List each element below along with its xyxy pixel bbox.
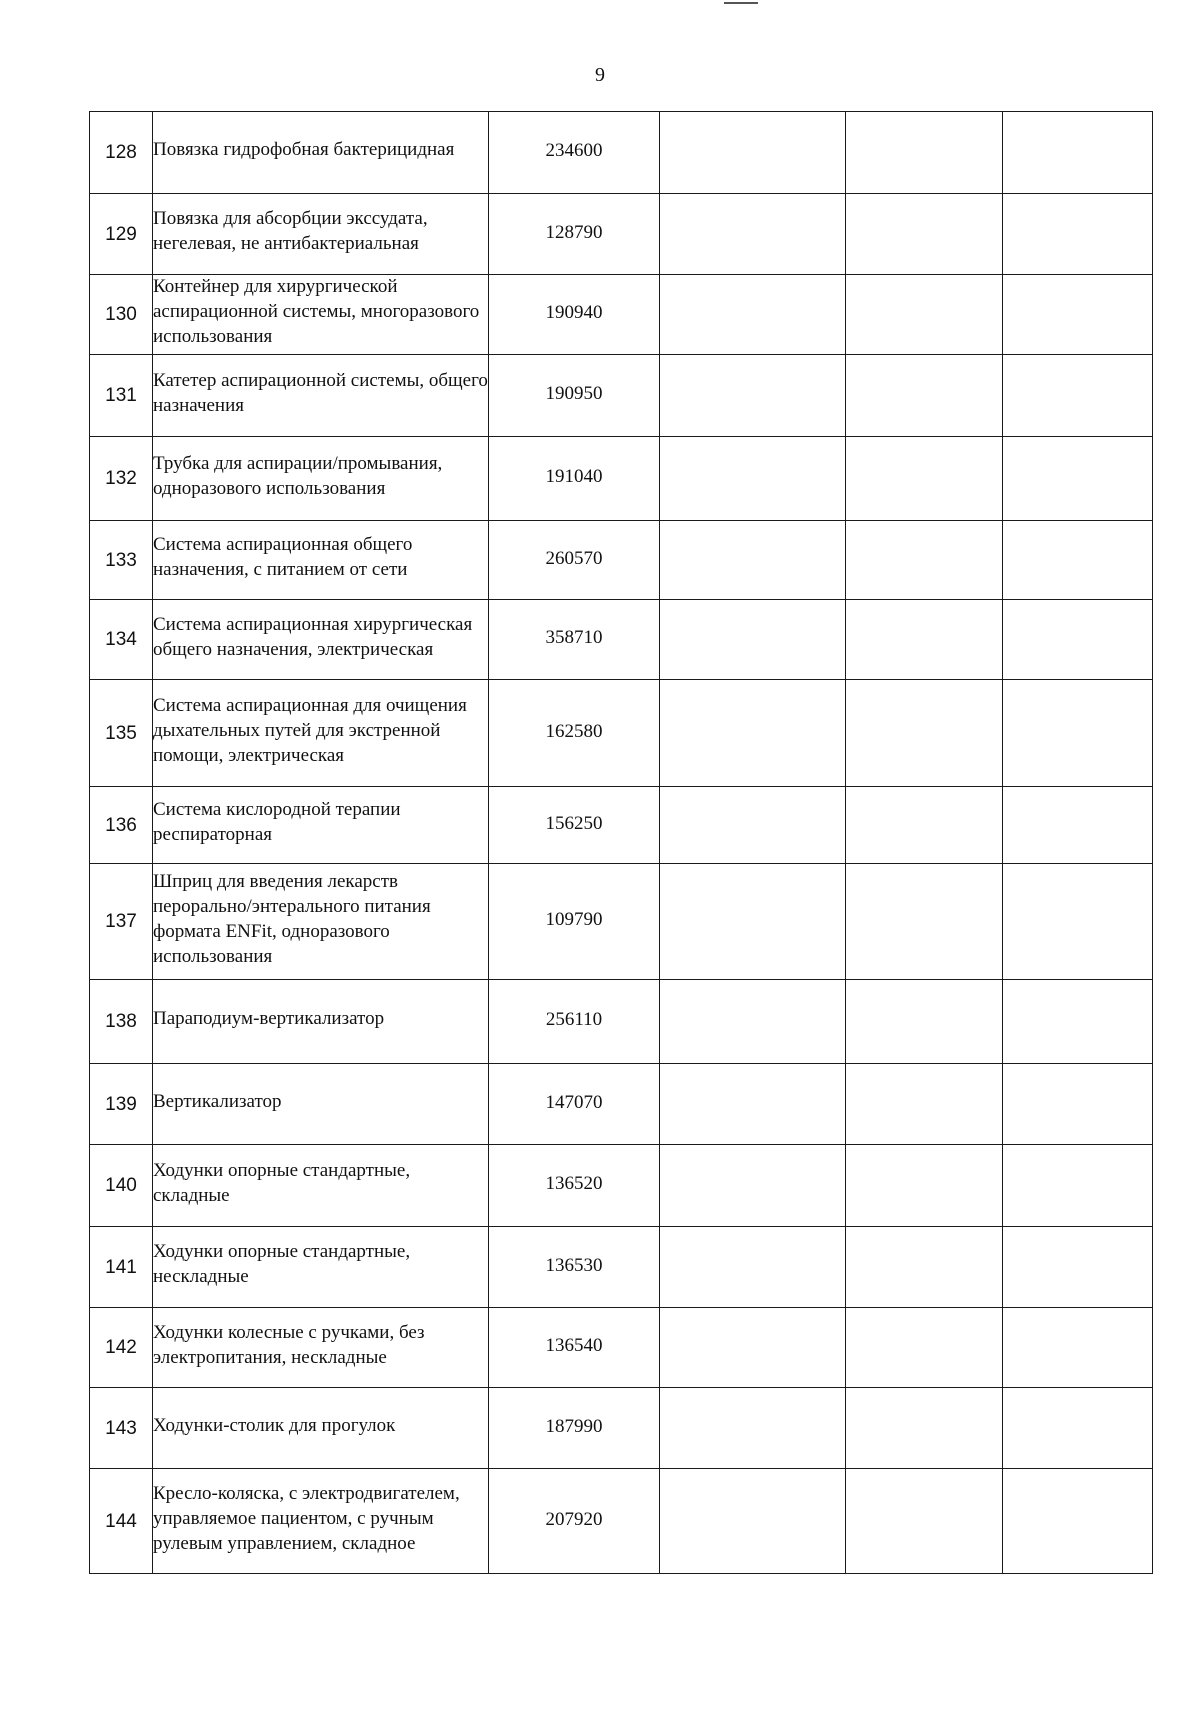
empty-cell: [660, 521, 846, 600]
device-name-cell: [153, 787, 489, 864]
empty-cell: [1003, 1469, 1153, 1574]
table-row: [90, 680, 1153, 787]
device-name-cell: [153, 437, 489, 521]
device-code: 187990: [545, 1415, 603, 1437]
row-number: 141: [90, 1227, 153, 1308]
row-number: 140: [90, 1145, 153, 1227]
empty-cell: [660, 275, 846, 355]
empty-cell: [846, 1469, 1003, 1574]
row-number: 135: [90, 680, 153, 787]
device-code-cell: [489, 275, 660, 355]
device-name-cell: [153, 275, 489, 355]
empty-cell: [660, 600, 846, 680]
empty-cell: [846, 1064, 1003, 1145]
empty-cell: [660, 787, 846, 864]
device-code: 190950: [545, 383, 603, 404]
row-number: 132: [90, 437, 153, 521]
empty-cell: [660, 194, 846, 275]
table-row: [90, 1145, 1153, 1227]
empty-cell: [846, 787, 1003, 864]
device-code-cell: [489, 1145, 660, 1227]
row-number: 129: [90, 194, 153, 275]
device-name-cell: [153, 1469, 489, 1574]
device-name-cell: [153, 521, 489, 600]
device-name: Вертикализатор: [153, 1090, 282, 1112]
row-number: 128: [90, 112, 153, 194]
empty-cell: [846, 355, 1003, 437]
row-number: 139: [90, 1064, 153, 1145]
device-code: 147070: [545, 1091, 603, 1113]
row-number: 131: [90, 355, 153, 437]
device-name: Повязка для абсорбции экссудата, негелевая, не антибактериальная: [153, 208, 428, 254]
empty-cell: [660, 864, 846, 980]
empty-cell: [846, 1308, 1003, 1388]
empty-cell: [1003, 275, 1153, 355]
device-code-cell: [489, 1308, 660, 1388]
empty-cell: [660, 355, 846, 437]
device-name: Ходунки колесные с ручками, без электропитания, нескладные: [153, 1321, 425, 1368]
device-name: Параподиум-вертикализатор: [153, 1008, 385, 1029]
device-name: Ходунки опорные стандартные, складные: [153, 1159, 411, 1206]
empty-cell: [1003, 1145, 1153, 1227]
empty-cell: [846, 864, 1003, 980]
device-code-cell: [489, 600, 660, 680]
device-code: 109790: [545, 909, 603, 930]
device-name: Трубка для аспирации/промывания, одноразового использования: [153, 452, 443, 499]
empty-cell: [1003, 521, 1153, 600]
device-code: 191040: [545, 466, 603, 487]
empty-cell: [846, 1227, 1003, 1308]
device-code-cell: [489, 521, 660, 600]
row-number: 133: [90, 521, 153, 600]
device-name-cell: [153, 1227, 489, 1308]
empty-cell: [1003, 680, 1153, 787]
empty-cell: [846, 437, 1003, 521]
device-code: 162580: [545, 720, 603, 742]
row-number: 144: [90, 1469, 153, 1574]
device-name: Система аспирационная хирургическая общего назначения, электрическая: [153, 613, 473, 660]
empty-cell: [846, 680, 1003, 787]
device-name-cell: [153, 980, 489, 1064]
empty-cell: [1003, 1308, 1153, 1388]
empty-cell: [1003, 600, 1153, 680]
table-row: [90, 864, 1153, 980]
device-name: Система кислородной терапии респираторная: [153, 799, 401, 845]
device-code-cell: [489, 980, 660, 1064]
device-code-cell: [489, 112, 660, 194]
device-name-cell: [153, 194, 489, 275]
empty-cell: [1003, 355, 1153, 437]
table-row: [90, 275, 1153, 355]
device-name: Ходунки опорные стандартные, нескладные: [153, 1241, 411, 1287]
device-code-cell: [489, 194, 660, 275]
device-name: Кресло-коляска, с электродвигателем, управляемое пациентом, с ручным рулевым управлением, складное: [153, 1482, 460, 1554]
row-number: 142: [90, 1308, 153, 1388]
table-row: [90, 1388, 1153, 1469]
empty-cell: [660, 112, 846, 194]
empty-cell: [846, 194, 1003, 275]
empty-cell: [1003, 1227, 1153, 1308]
empty-cell: [660, 1388, 846, 1469]
device-name: Повязка гидрофобная бактерицидная: [153, 139, 455, 160]
empty-cell: [660, 1064, 846, 1145]
empty-cell: [846, 980, 1003, 1064]
row-number: 138: [90, 980, 153, 1064]
device-name: Система аспирационная общего назначения, с питанием от сети: [153, 534, 413, 580]
device-name-cell: [153, 1064, 489, 1145]
table-row: [90, 1308, 1153, 1388]
scan-mark: [724, 2, 758, 8]
device-code: 260570: [545, 547, 603, 569]
empty-cell: [846, 600, 1003, 680]
device-name-cell: [153, 864, 489, 980]
empty-cell: [846, 1145, 1003, 1227]
device-code-cell: [489, 864, 660, 980]
row-number: 130: [90, 275, 153, 355]
device-name: Система аспирационная для очищения дыхательных путей для экстренной помощи, электрическая: [153, 694, 467, 766]
empty-cell: [1003, 1064, 1153, 1145]
row-number: 134: [90, 600, 153, 680]
table-row: [90, 1469, 1153, 1574]
empty-cell: [1003, 864, 1153, 980]
empty-cell: [660, 680, 846, 787]
empty-cell: [1003, 980, 1153, 1064]
device-name: Ходунки-столик для прогулок: [153, 1414, 396, 1436]
table-row: [90, 600, 1153, 680]
devices-table: [89, 111, 1153, 1574]
empty-cell: [1003, 437, 1153, 521]
device-name: Шприц для введения лекарств перорально/энтерального питания формата ENFit, одноразового использования: [153, 870, 431, 967]
empty-cell: [1003, 112, 1153, 194]
empty-cell: [1003, 1388, 1153, 1469]
device-code: 136540: [545, 1335, 603, 1356]
device-code-cell: [489, 787, 660, 864]
table-row: [90, 437, 1153, 521]
row-number: 143: [90, 1388, 153, 1469]
device-code: 136520: [545, 1173, 603, 1194]
table-row: [90, 787, 1153, 864]
table-row: [90, 980, 1153, 1064]
device-code: 190940: [545, 302, 603, 323]
device-name-cell: [153, 112, 489, 194]
device-code-cell: [489, 1388, 660, 1469]
device-name-cell: [153, 1308, 489, 1388]
empty-cell: [660, 1469, 846, 1574]
empty-cell: [660, 1227, 846, 1308]
empty-cell: [846, 112, 1003, 194]
device-code: 234600: [545, 140, 603, 161]
device-code-cell: [489, 680, 660, 787]
device-code: 156250: [545, 812, 603, 834]
device-name-cell: [153, 1388, 489, 1469]
device-code-cell: [489, 1227, 660, 1308]
table-row: [90, 194, 1153, 275]
device-code-cell: [489, 1064, 660, 1145]
empty-cell: [660, 437, 846, 521]
device-code-cell: [489, 355, 660, 437]
empty-cell: [1003, 787, 1153, 864]
empty-cell: [846, 1388, 1003, 1469]
device-name-cell: [153, 355, 489, 437]
table-row: [90, 521, 1153, 600]
device-code: 128790: [545, 221, 603, 243]
device-code: 358710: [545, 627, 603, 648]
device-name-cell: [153, 600, 489, 680]
device-name: Катетер аспирационной системы, общего назначения: [153, 369, 488, 416]
device-code: 136530: [545, 1254, 603, 1276]
devices-table-body: [90, 112, 1153, 1574]
table-row: [90, 112, 1153, 194]
table-row: [90, 1227, 1153, 1308]
table-row: [90, 355, 1153, 437]
empty-cell: [846, 275, 1003, 355]
device-code: 207920: [545, 1508, 603, 1530]
device-code-cell: [489, 1469, 660, 1574]
empty-cell: [1003, 194, 1153, 275]
row-number: 137: [90, 864, 153, 980]
empty-cell: [660, 1145, 846, 1227]
table-row: [90, 1064, 1153, 1145]
device-name-cell: [153, 680, 489, 787]
empty-cell: [846, 521, 1003, 600]
device-code: 256110: [545, 1009, 603, 1030]
device-name: Контейнер для хирургической аспирационной системы, многоразового использования: [153, 276, 480, 347]
row-number: 136: [90, 787, 153, 864]
page-number: 9: [595, 64, 605, 86]
device-code-cell: [489, 437, 660, 521]
empty-cell: [660, 1308, 846, 1388]
empty-cell: [660, 980, 846, 1064]
device-name-cell: [153, 1145, 489, 1227]
